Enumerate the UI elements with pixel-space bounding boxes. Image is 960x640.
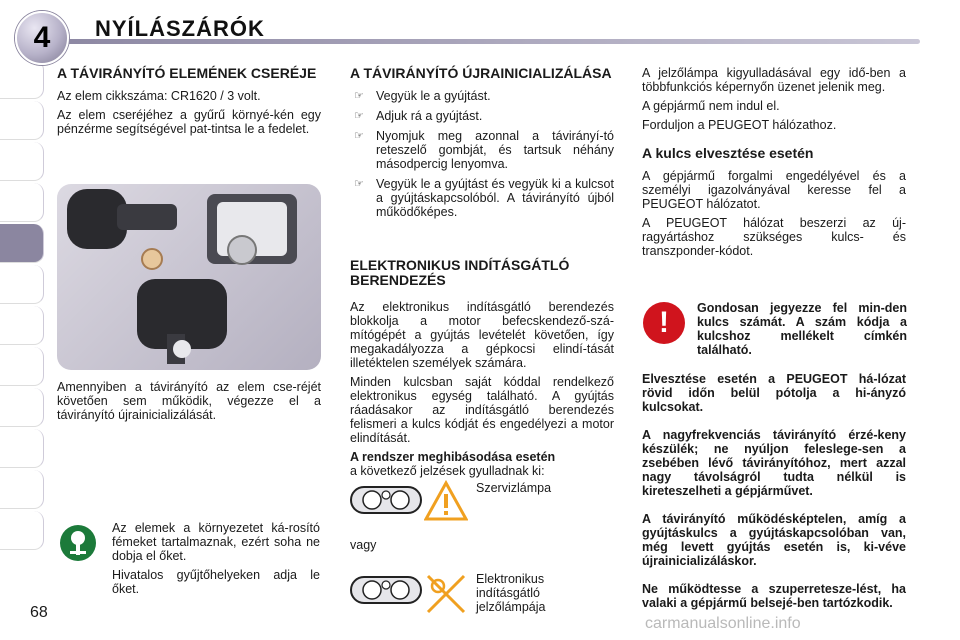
- paragraph: A távirányító működésképtelen, amíg a gyújtáskulcs a gyújtáskapcsolóban van, még levett gyújtás esetén is, ki-véve újrainicializáláskor.: [642, 512, 906, 568]
- paragraph: A jelzőlámpa kigyulladásával egy idő-ben a többfunkciós képernyőn üzenet jelenik meg.: [642, 66, 906, 94]
- column-battery-replacement: [57, 66, 321, 141]
- instrument-panel-icon: [350, 483, 422, 517]
- service-lamp-label: Szervizlámpa: [476, 481, 552, 495]
- environment-note: [112, 521, 320, 601]
- side-tab[interactable]: [0, 388, 44, 427]
- chapter-side-tabs: [0, 60, 44, 552]
- section-heading: A TÁVIRÁNYÍTÓ ÚJRAINICIALIZÁLÁSA: [350, 65, 612, 81]
- page-number: 68: [30, 604, 48, 621]
- paragraph: A gépjármű nem indul el.: [642, 99, 780, 113]
- watermark: carmanualsonline.info: [645, 615, 801, 632]
- side-tab-active[interactable]: [0, 224, 44, 263]
- column-lost-key: [642, 66, 906, 263]
- list-item: ☞ Nyomjuk meg azonnal a távirányí-tó reteszelő gombját, és tartsuk néhány másodpercig lenyomva.: [354, 129, 614, 171]
- paragraph: Ne működtesse a szuperretesze-lést, ha valaki a gépjármű belsejé-ben tartózkodik.: [642, 582, 906, 610]
- side-tab[interactable]: [0, 101, 44, 140]
- paragraph: A gépjármű forgalmi engedélyével és a személyi igazolványával keresse fel a PEUGEOT hálózatot.: [642, 169, 906, 211]
- list-item: ☞ Vegyük le a gyújtást.: [354, 89, 491, 103]
- paragraph: Minden kulcsban saját kóddal rendelkező elektronikus egység található. A gyújtás ráadásakor az indításgátló berendezés felismeri a kulcs kódját és engedélyezi a motor elindítását.: [350, 375, 614, 445]
- pointing-hand-icon: ☞: [354, 130, 364, 142]
- side-tab[interactable]: [0, 429, 44, 468]
- paragraph: Az elemek a környezetet ká-rosító fémeket tartalmaznak, ezért soha ne dobja el őket.: [112, 521, 320, 563]
- paragraph: Az elektronikus indításgátló berendezés blokkolja a motor befecskendező-szá-mítógépét a gyújtás levételét követően, így megakadályozza a gépkocsi elindí-tását illetéktelen személyek számára.: [350, 300, 614, 370]
- key-number-warning: [697, 301, 907, 362]
- side-tab[interactable]: [0, 60, 44, 99]
- paragraph: A nagyfrekvenciás távirányító érzé-keny készülék; ne nyúljon feleslege-sen a zsebében lévő távirányítóhoz, mert azzal nagy távolságról tudta nélkül is kireteszelheti a gépjárművet.: [642, 428, 906, 498]
- side-tab[interactable]: [0, 470, 44, 509]
- column-battery-note: [57, 380, 321, 427]
- paragraph: Elvesztése esetén a PEUGEOT há-lózat rövid időn belül pótolja a hi-ányzó kulcsokat.: [642, 372, 906, 414]
- step-list: [350, 89, 614, 219]
- service-warning-icon: [424, 480, 468, 522]
- paragraph: Az elem cikkszáma: CR1620 / 3 volt.: [57, 89, 261, 103]
- environment-icon: [60, 525, 96, 561]
- chapter-title: NYÍLÁSZÁRÓK: [95, 16, 265, 41]
- paragraph: A rendszer meghibásodása esetén a következő jelzések gyulladnak ki:: [350, 450, 556, 478]
- list-item: ☞ Vegyük le a gyújtást és vegyük ki a kulcsot a gyújtáskapcsolóból. A távirányító újból működőképes.: [354, 177, 614, 219]
- paragraph: Az elem cseréjéhez a gyűrű környé-kén egy pénzérme segítségével pat-tintsa le a fedelet.: [57, 108, 321, 136]
- paragraph: Amennyiben a távirányító az elem cse-réjét követően sem működik, végezze el a távirányító újrainicializálását.: [57, 380, 321, 422]
- column-immobiliser: [350, 258, 614, 483]
- section-heading: A TÁVIRÁNYÍTÓ ELEMÉNEK CSERÉJE: [57, 65, 317, 81]
- side-tab[interactable]: [0, 511, 44, 550]
- paragraph: Gondosan jegyezze fel min-den kulcs számát. A szám kódja a kulcshoz mellékelt címkén található.: [697, 301, 907, 357]
- or-label: vagy: [350, 538, 377, 552]
- side-tab[interactable]: [0, 183, 44, 222]
- paragraph: A PEUGEOT hálózat beszerzi az új-ragyártáshoz szükséges kulcs- és transzponder-kódot.: [642, 216, 906, 258]
- side-tab[interactable]: [0, 142, 44, 181]
- immobiliser-lamp-label: Elektronikus indításgátló jelzőlámpája: [476, 572, 546, 614]
- key-battery-illustration: [57, 184, 321, 370]
- pointing-hand-icon: ☞: [354, 178, 364, 190]
- chapter-number-badge: 4: [15, 11, 69, 65]
- column-reinitialization: [350, 66, 614, 225]
- immobiliser-key-icon: [424, 572, 468, 616]
- pointing-hand-icon: ☞: [354, 110, 364, 122]
- exclamation-warning-icon: !: [643, 302, 685, 344]
- instrument-panel-icon: [350, 573, 422, 607]
- section-heading: A kulcs elvesztése esetén: [642, 145, 814, 161]
- pointing-hand-icon: ☞: [354, 90, 364, 102]
- paragraph: Forduljon a PEUGEOT hálózathoz.: [642, 118, 837, 132]
- section-heading: ELEKTRONIKUS INDÍTÁSGÁTLÓ BERENDEZÉS: [350, 257, 570, 288]
- header-bar: [0, 0, 960, 56]
- list-item: ☞ Adjuk rá a gyújtást.: [354, 109, 483, 123]
- side-tab[interactable]: [0, 265, 44, 304]
- side-tab[interactable]: [0, 306, 44, 345]
- column-lost-key-notes: [642, 372, 906, 615]
- paragraph: Hivatalos gyűjtőhelyeken adja le őket.: [112, 568, 320, 596]
- side-tab[interactable]: [0, 347, 44, 386]
